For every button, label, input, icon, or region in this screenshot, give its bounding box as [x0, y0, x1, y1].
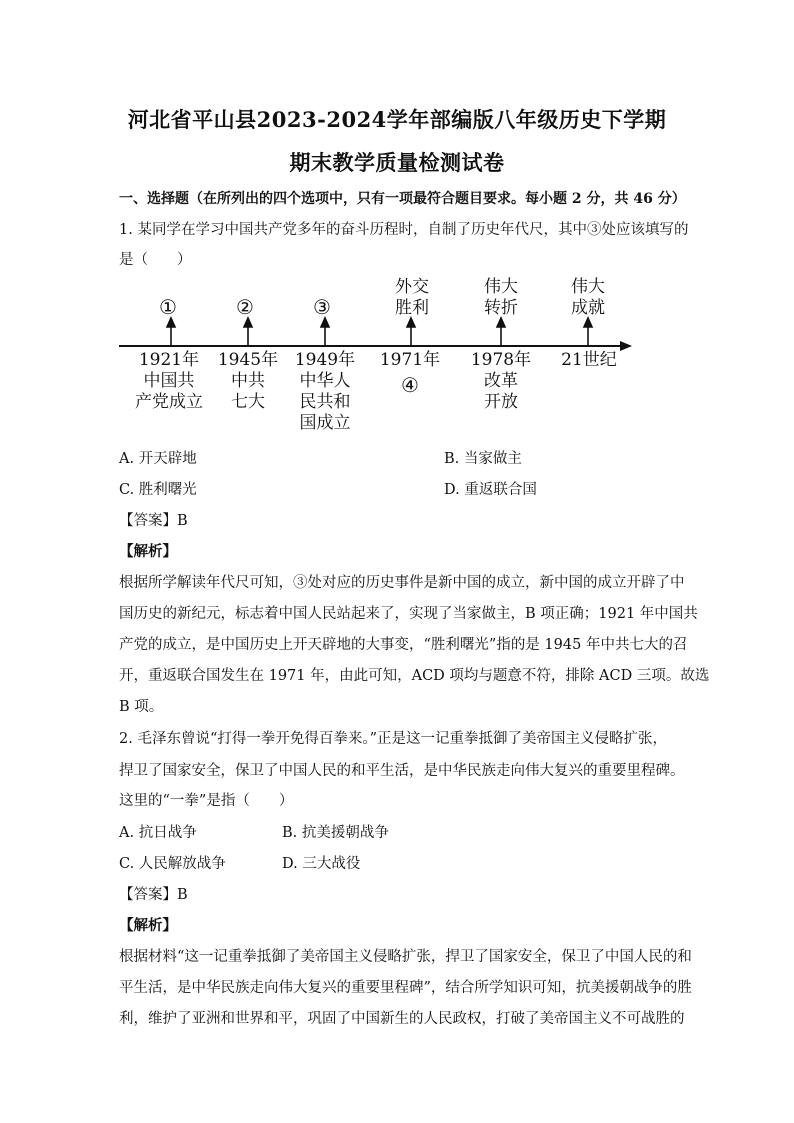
q1-option-b: B. 当家做主	[444, 451, 522, 467]
q1-analysis-line: 开，重返联合国发生在 1971 年，由此可知，ACD 项均与题意不符，排除 ACD 三项。故选	[119, 668, 710, 684]
q1-analysis-line: 根据所学解读年代尺可知，③处对应的历史事件是新中国的成立，新中国的成立开辟了中	[119, 575, 685, 591]
timeline-marker-3: ③	[313, 295, 331, 319]
document-title-line1: 河北省平山县2023-2024学年部编版八年级历史下学期	[127, 107, 667, 132]
q2-option-b: B. 抗美援朝战争	[282, 825, 389, 841]
q1-option-c: C. 胜利曙光	[119, 482, 197, 498]
timeline-marker-1: ①	[159, 295, 177, 319]
timeline-year-21c: 21世纪	[561, 350, 617, 370]
timeline-year-1949: 1949年 中华人 民共和 国成立	[294, 350, 356, 433]
q2-stem-line: 2. 毛泽东曾说“打得一拳开免得百拳来。”正是这一记重拳抵御了美帝国主义侵略扩张，	[119, 731, 668, 747]
timeline-year-1971: 1971年 ④	[370, 350, 450, 396]
timeline-year-1978: 1978年 改革 开放	[470, 350, 532, 412]
document-title-line2: 期末教学质量检测试卷	[289, 150, 505, 175]
timeline-top-label-1978: 伟大 转折	[484, 277, 518, 318]
q1-analysis-line: B 项。	[119, 699, 164, 715]
q1-stem-line1: 1. 某同学在学习中国共产党多年的奋斗历程时，自制了历史年代尺，其中③处应该填写的	[119, 222, 689, 238]
q2-analysis-label: 【解析】	[119, 917, 177, 934]
q2-analysis-line: 利，维护了亚洲和世界和平，巩固了中国新生的人民政权，打破了美帝国主义不可战胜的	[119, 1011, 685, 1027]
timeline-top-label-1971: 外交 胜利	[395, 277, 429, 318]
timeline-marker-4: ④	[401, 373, 419, 397]
q2-analysis-line: 根据材料“这一记重拳抵御了美帝国主义侵略扩张，捍卫了国家安全，保卫了中国人民的和	[119, 949, 692, 965]
timeline-top-label-21c: 伟大 成就	[571, 277, 605, 318]
q2-option-c: C. 人民解放战争	[119, 856, 226, 872]
q1-option-a: A. 开天辟地	[119, 451, 197, 467]
timeline-marker-2: ②	[236, 295, 254, 319]
q1-analysis-line: 产党的成立，是中国历史上开天辟地的大事变，“胜利曙光”指的是 1945 年中共七大的召	[119, 637, 688, 653]
q2-option-a: A. 抗日战争	[119, 825, 197, 841]
q1-analysis-line: 国历史的新纪元，标志着中国人民站起来了，实现了当家做主，B 项正确；1921 年中国共	[119, 606, 698, 622]
q1-answer: 【答案】B	[119, 513, 188, 529]
timeline-year-1921: 1921年 中国共 产党成立	[135, 350, 203, 412]
q1-analysis-label: 【解析】	[119, 543, 177, 560]
q2-option-d: D. 三大战役	[282, 856, 361, 872]
q2-stem-line: 捍卫了国家安全，保卫了中国人民的和平生活，是中华民族走向伟大复兴的重要里程碑。	[119, 763, 685, 779]
q2-stem-line: 这里的“一拳”是指（ ）	[119, 793, 294, 809]
q2-answer: 【答案】B	[119, 887, 188, 903]
timeline-figure	[119, 270, 639, 445]
q1-option-d: D. 重返联合国	[444, 482, 537, 498]
q1-stem-line2: 是（ ）	[119, 252, 192, 268]
q2-analysis-line: 平生活，是中华民族走向伟大复兴的重要里程碑”，结合所学知识可知，抗美援朝战争的胜	[119, 980, 692, 996]
timeline-year-1945: 1945年 中共 七大	[217, 350, 279, 412]
section-heading: 一、选择题（在所列出的四个选项中，只有一项最符合题目要求。每小题 2 分，共 46 分）	[119, 191, 686, 207]
